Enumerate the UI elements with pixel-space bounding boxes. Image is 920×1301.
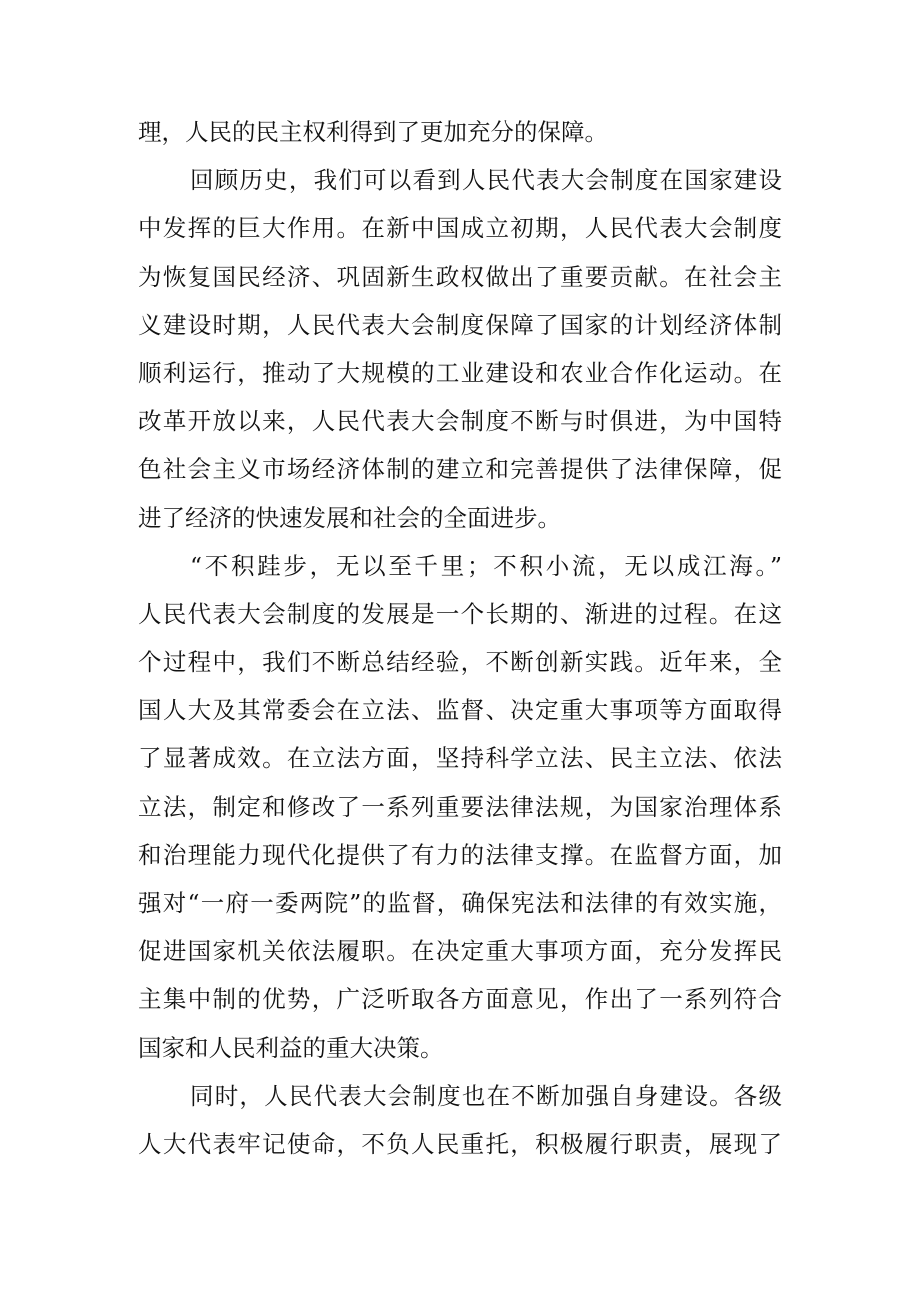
text-line: 为恢复国民经济、巩固新生政权做出了重要贡献。在社会主 (138, 262, 782, 291)
text-line: 个过程中，我们不断总结经验，不断创新实践。近年来，全 (138, 648, 782, 677)
text-line: 义建设时期，人民代表大会制度保障了国家的计划经济体制 (138, 310, 782, 339)
text-line: 主集中制的优势，广泛听取各方面意见，作出了一系列符合 (138, 985, 782, 1014)
text-line: 理，人民的民主权利得到了更加充分的保障。 (138, 118, 608, 146)
text-line: 了显著成效。在立法方面，坚持科学立法、民主立法、依法 (138, 744, 782, 773)
paragraph-start-line: 同时，人民代表大会制度也在不断加强自身建设。各级 (190, 1081, 782, 1110)
text-line: 国家和人民利益的重大决策。 (138, 1033, 444, 1062)
text-line: 立法，制定和修改了一系列重要法律法规，为国家治理体系 (138, 792, 782, 821)
text-line: 强对“一府一委两院”的监督，确保宪法和法律的有效实施， (138, 889, 782, 917)
text-line: 人大代表牢记使命，不负人民重托，积极履行职责，展现了 (138, 1129, 782, 1158)
paragraph-start-line: 回顾历史，我们可以看到人民代表大会制度在国家建设 (190, 166, 782, 195)
body-text (138, 108, 782, 1168)
text-line: 改革开放以来，人民代表大会制度不断与时俱进，为中国特 (138, 407, 782, 436)
text-line: 顺利运行，推动了大规模的工业建设和农业合作化运动。在 (138, 358, 782, 387)
text-line: 人民代表大会制度的发展是一个长期的、渐进的过程。在这 (138, 599, 782, 628)
text-line: 中发挥的巨大作用。在新中国成立初期，人民代表大会制度 (138, 214, 782, 243)
text-line: 促进国家机关依法履职。在决定重大事项方面，充分发挥民 (138, 937, 782, 966)
text-line: 色社会主义市场经济体制的建立和完善提供了法律保障，促 (138, 455, 782, 484)
text-line: 和治理能力现代化提供了有力的法律支撑。在监督方面，加 (138, 840, 782, 869)
text-line: 国人大及其常委会在立法、监督、决定重大事项等方面取得 (138, 696, 782, 725)
paragraph-start-line: “不积跬步，无以至千里；不积小流，无以成江海。” (190, 551, 782, 580)
text-line: 进了经济的快速发展和社会的全面进步。 (138, 503, 561, 532)
